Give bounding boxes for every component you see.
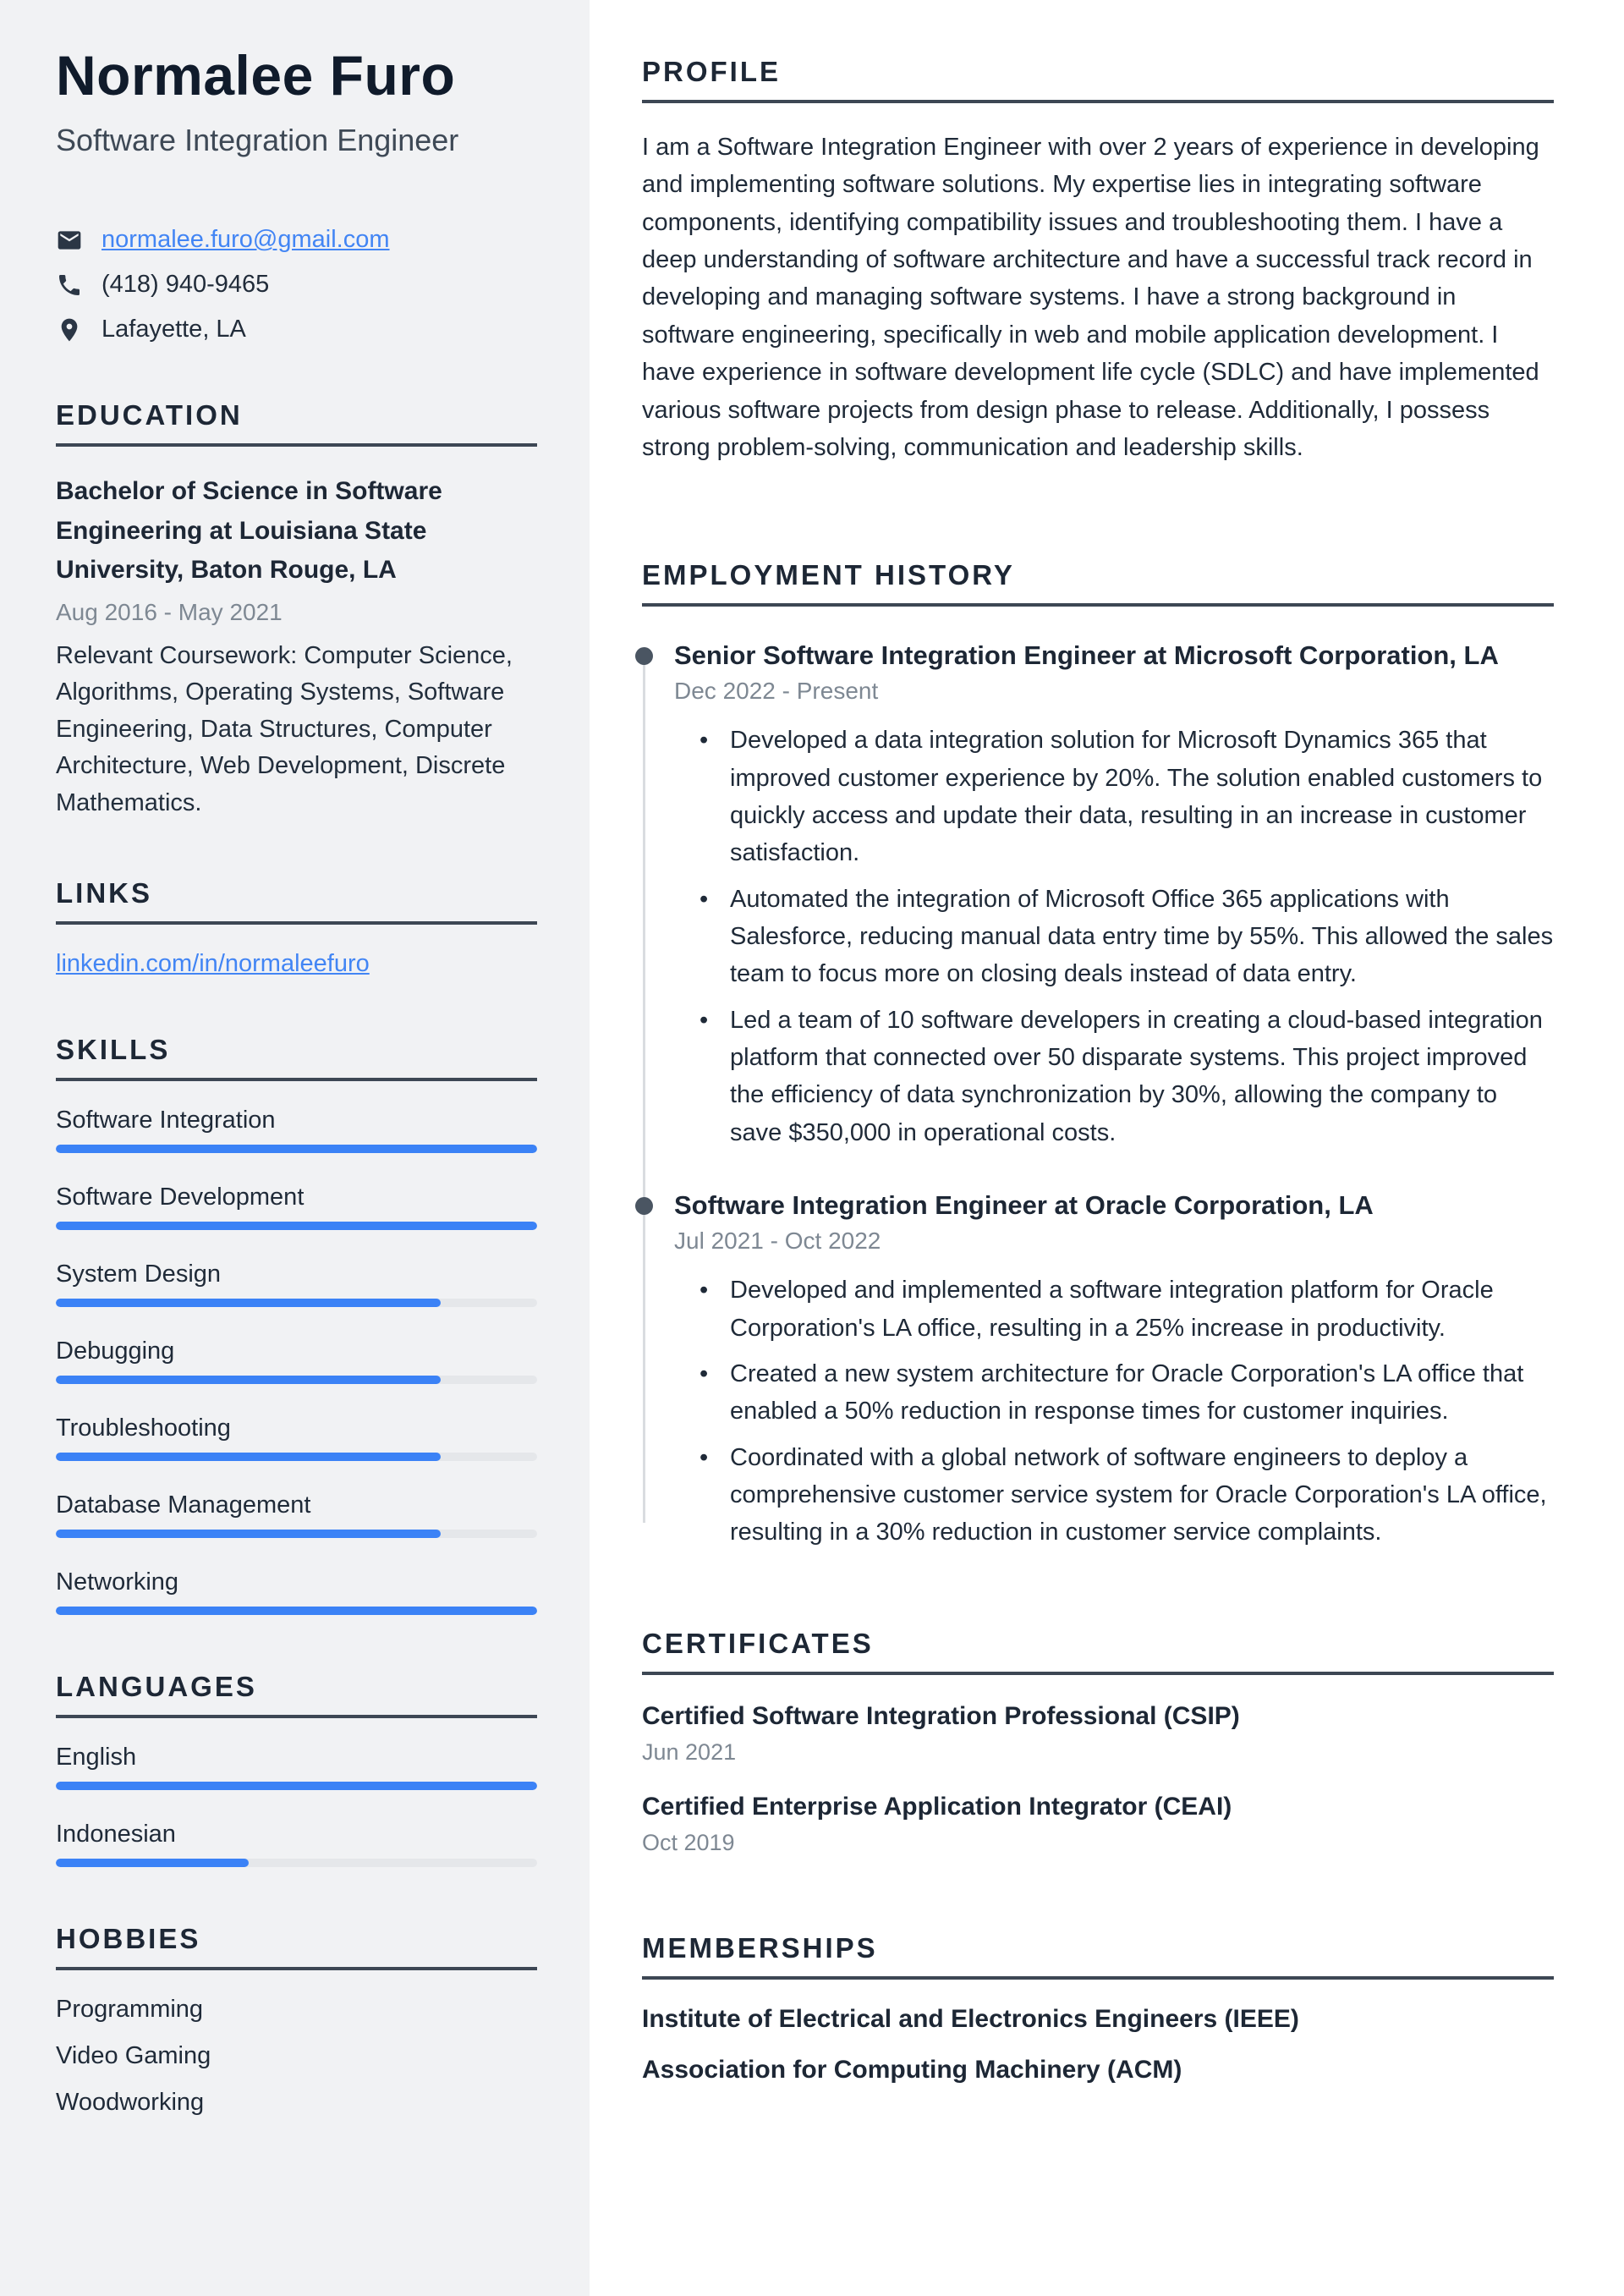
language-bar-track [56, 1782, 537, 1790]
job-bullet [700, 1002, 1554, 1151]
job-bullet-text: Automated the integration of Microsoft Office 365 applications with Salesforce, reducing manual data entry time by 55%. This allowed the sales team to focus more on closing deals instead of data entry. [730, 885, 1554, 988]
linkedin-link[interactable]: linkedin.com/in/normaleefuro [56, 950, 370, 978]
location-text: Lafayette, LA [102, 316, 246, 343]
skill-bar-track [56, 1145, 537, 1153]
skill-bar-track [56, 1530, 537, 1538]
profile-section [642, 56, 1554, 466]
skill-item [56, 1338, 537, 1384]
contact-location-row [56, 316, 537, 343]
job-bullet [700, 1272, 1554, 1347]
memberships-heading: MEMBERSHIPS [642, 1932, 1554, 1980]
language-bar-track [56, 1859, 537, 1867]
job-bullet-text: Created a new system architecture for Oracle Corporation's LA office that enabled a 50% reduction in response times for customer inquiries. [730, 1359, 1524, 1425]
skill-bar-fill [56, 1453, 441, 1461]
hobby-item: Programming [56, 1996, 204, 2024]
timeline-dot-icon [635, 1197, 653, 1215]
membership-item: Association for Computing Machinery (ACM) [642, 2055, 1182, 2084]
hobby-item: Woodworking [56, 2089, 205, 2117]
memberships-section [642, 1932, 1554, 2085]
job-bullet-text: Developed a data integration solution for Microsoft Dynamics 365 that improved customer experience by 20%. The solution enabled customers to quickly access and update their data, resulting in an increase in customer satisfaction. [730, 727, 1543, 867]
job-title: Software Integration Engineer at Oracle Corporation, LA [674, 1190, 1374, 1221]
person-name: Normalee Furo [56, 44, 456, 107]
skill-item [56, 1184, 537, 1230]
skill-bar-track [56, 1453, 537, 1461]
contact-email-row [56, 226, 537, 254]
phone-number: (418) 940-9465 [102, 271, 270, 299]
language-item [56, 1744, 537, 1790]
job-dates: Jul 2021 - Oct 2022 [674, 1228, 881, 1255]
education-coursework: Relevant Coursework: Computer Science, Algorithms, Operating Systems, Software Engineering, Data Structures, Computer Architecture, Web Development, Discrete Mathematics. [56, 641, 513, 816]
skill-label: Debugging [56, 1338, 175, 1365]
skill-bar-fill [56, 1607, 537, 1615]
certificate-date: Oct 2019 [642, 1829, 735, 1855]
contact-phone-row [56, 271, 537, 299]
job-bullet [700, 1439, 1554, 1552]
education-degree: Bachelor of Science in Software Engineering at Louisiana State University, Baton Rouge, LA [56, 477, 442, 585]
job-entry [674, 1190, 1554, 1552]
skill-bar-track [56, 1222, 537, 1230]
skill-bar-fill [56, 1222, 537, 1230]
job-bullet-text: Developed and implemented a software integration platform for Oracle Corporation's LA office, resulting in a 25% increase in productivity. [730, 1277, 1494, 1342]
education-section [56, 399, 537, 821]
links-heading: LINKS [56, 877, 537, 925]
hobbies-heading: HOBBIES [56, 1923, 537, 1970]
envelope-icon [56, 227, 83, 254]
language-bar-fill [56, 1782, 537, 1790]
skill-bar-fill [56, 1376, 441, 1384]
certificates-section [642, 1628, 1554, 1856]
job-bullet-text: Led a team of 10 software developers in creating a cloud-based integration platform that connected over 50 disparate systems. This project improved the efficiency of data synchronization by 30%, allowing the company to save $350,000 in operational costs. [730, 1006, 1543, 1146]
skill-item [56, 1261, 537, 1307]
profile-heading: PROFILE [642, 56, 1554, 103]
certificate-item [642, 1793, 1554, 1856]
hobby-item: Video Gaming [56, 2042, 211, 2070]
skill-bar-track [56, 1376, 537, 1384]
skill-label: System Design [56, 1261, 222, 1288]
certificates-heading: CERTIFICATES [642, 1628, 1554, 1675]
skill-label: Database Management [56, 1491, 311, 1519]
email-link[interactable]: normalee.furo@gmail.com [102, 226, 390, 254]
language-bar-fill [56, 1859, 249, 1867]
languages-section [56, 1671, 537, 1867]
language-label: English [56, 1744, 137, 1771]
job-bullet [700, 722, 1554, 871]
timeline-dot-icon [635, 647, 653, 665]
profile-text: I am a Software Integration Engineer with over 2 years of experience in developing and implementing software solutions. My expertise lies in integrating software components, identifying compatibility issues and troubleshooting them. I have a deep understanding of software architecture and have a successful track record in developing and managing software systems. I have a strong background in software engineering, specifically in web and mobile application development. I have experience in software development life cycle (SDLC) and have implemented various software projects from design phase to release. Additionally, I possess strong problem-solving, communication and leadership skills. [642, 134, 1539, 461]
links-section [56, 877, 537, 978]
membership-item: Institute of Electrical and Electronics Engineers (IEEE) [642, 2004, 1299, 2033]
location-pin-icon [56, 316, 83, 343]
language-label: Indonesian [56, 1821, 176, 1848]
job-dates: Dec 2022 - Present [674, 678, 879, 705]
skills-heading: SKILLS [56, 1034, 537, 1081]
skill-bar-fill [56, 1530, 441, 1538]
job-bullet [700, 1355, 1554, 1431]
phone-icon [56, 272, 83, 299]
main-column [590, 0, 1624, 2296]
contact-block [56, 226, 537, 343]
certificate-name: Certified Software Integration Professional (CSIP) [642, 1701, 1240, 1730]
employment-heading: EMPLOYMENT HISTORY [642, 559, 1554, 607]
languages-heading: LANGUAGES [56, 1671, 537, 1718]
hobbies-section [56, 1923, 537, 2117]
skill-item [56, 1568, 537, 1615]
person-job-title: Software Integration Engineer [56, 123, 459, 158]
certificate-item [642, 1702, 1554, 1766]
job-bullet-list [674, 722, 1554, 1151]
skill-label: Software Development [56, 1184, 304, 1211]
employment-timeline [642, 640, 1554, 1551]
skill-label: Networking [56, 1568, 179, 1596]
job-bullet-text: Coordinated with a global network of software engineers to deploy a comprehensive customer service system for Oracle Corporation's LA office, resulting in a 30% reduction in customer service complaints. [730, 1443, 1547, 1546]
skill-label: Troubleshooting [56, 1414, 231, 1442]
job-bullet [700, 881, 1554, 993]
employment-section [642, 559, 1554, 1551]
skill-bar-fill [56, 1145, 537, 1153]
skill-item [56, 1107, 537, 1153]
skill-bar-track [56, 1299, 537, 1307]
skills-section [56, 1034, 537, 1615]
education-dates: Aug 2016 - May 2021 [56, 598, 283, 625]
certificate-date: Jun 2021 [642, 1738, 737, 1765]
job-bullet-list [674, 1272, 1554, 1552]
education-heading: EDUCATION [56, 399, 537, 447]
job-entry [674, 640, 1554, 1151]
skill-label: Software Integration [56, 1107, 276, 1134]
language-item [56, 1821, 537, 1867]
skill-bar-fill [56, 1299, 441, 1307]
skill-item [56, 1491, 537, 1538]
sidebar [0, 0, 590, 2296]
skill-item [56, 1414, 537, 1461]
certificate-name: Certified Enterprise Application Integrator (CEAI) [642, 1792, 1232, 1821]
skill-bar-track [56, 1607, 537, 1615]
job-title: Senior Software Integration Engineer at Microsoft Corporation, LA [674, 640, 1499, 671]
